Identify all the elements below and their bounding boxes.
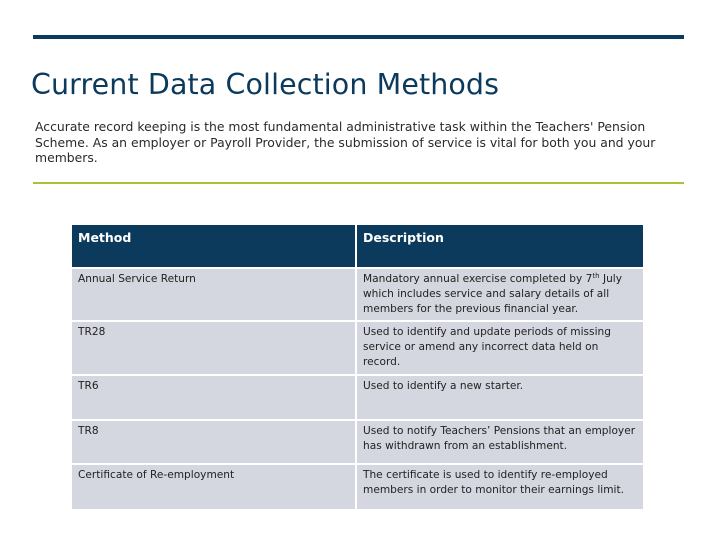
table-header-row bbox=[72, 225, 643, 267]
ordinal-suffix: th bbox=[592, 272, 600, 280]
top-divider bbox=[33, 35, 684, 39]
method-cell: TR6 bbox=[72, 376, 355, 419]
method-cell: Annual Service Return bbox=[72, 269, 355, 320]
description-cell bbox=[357, 269, 643, 320]
intro-paragraph: Accurate record keeping is the most fundamental administrative task within the Teachers' Pension Scheme. As an employer or Payroll Provider, the submission of service is vital for both you and your members. bbox=[35, 119, 656, 165]
description-text: Mandatory annual exercise completed by 7 bbox=[363, 273, 593, 285]
method-cell: TR8 bbox=[72, 421, 355, 463]
table-row bbox=[72, 421, 643, 463]
description-cell: Used to identify a new starter. bbox=[357, 376, 643, 419]
methods-table bbox=[70, 223, 645, 511]
header-method: Method bbox=[72, 225, 355, 267]
slide-title: Current Data Collection Methods bbox=[31, 68, 500, 101]
description-cell: The certificate is used to identify re-employed members in order to monitor their earnings limit. bbox=[357, 465, 643, 509]
header-description: Description bbox=[357, 225, 643, 267]
table-row bbox=[72, 465, 643, 509]
table-row bbox=[72, 376, 643, 419]
table-row bbox=[72, 269, 643, 320]
method-cell: Certificate of Re-employment bbox=[72, 465, 355, 509]
description-cell: Used to identify and update periods of missing service or amend any incorrect data held on record. bbox=[357, 322, 643, 373]
method-cell: TR28 bbox=[72, 322, 355, 373]
description-text: July which includes service and salary details of all members for the previous financial year. bbox=[363, 273, 622, 315]
accent-divider bbox=[33, 182, 684, 184]
description-cell: Used to notify Teachers’ Pensions that an employer has withdrawn from an establishment. bbox=[357, 421, 643, 463]
table-row bbox=[72, 322, 643, 373]
